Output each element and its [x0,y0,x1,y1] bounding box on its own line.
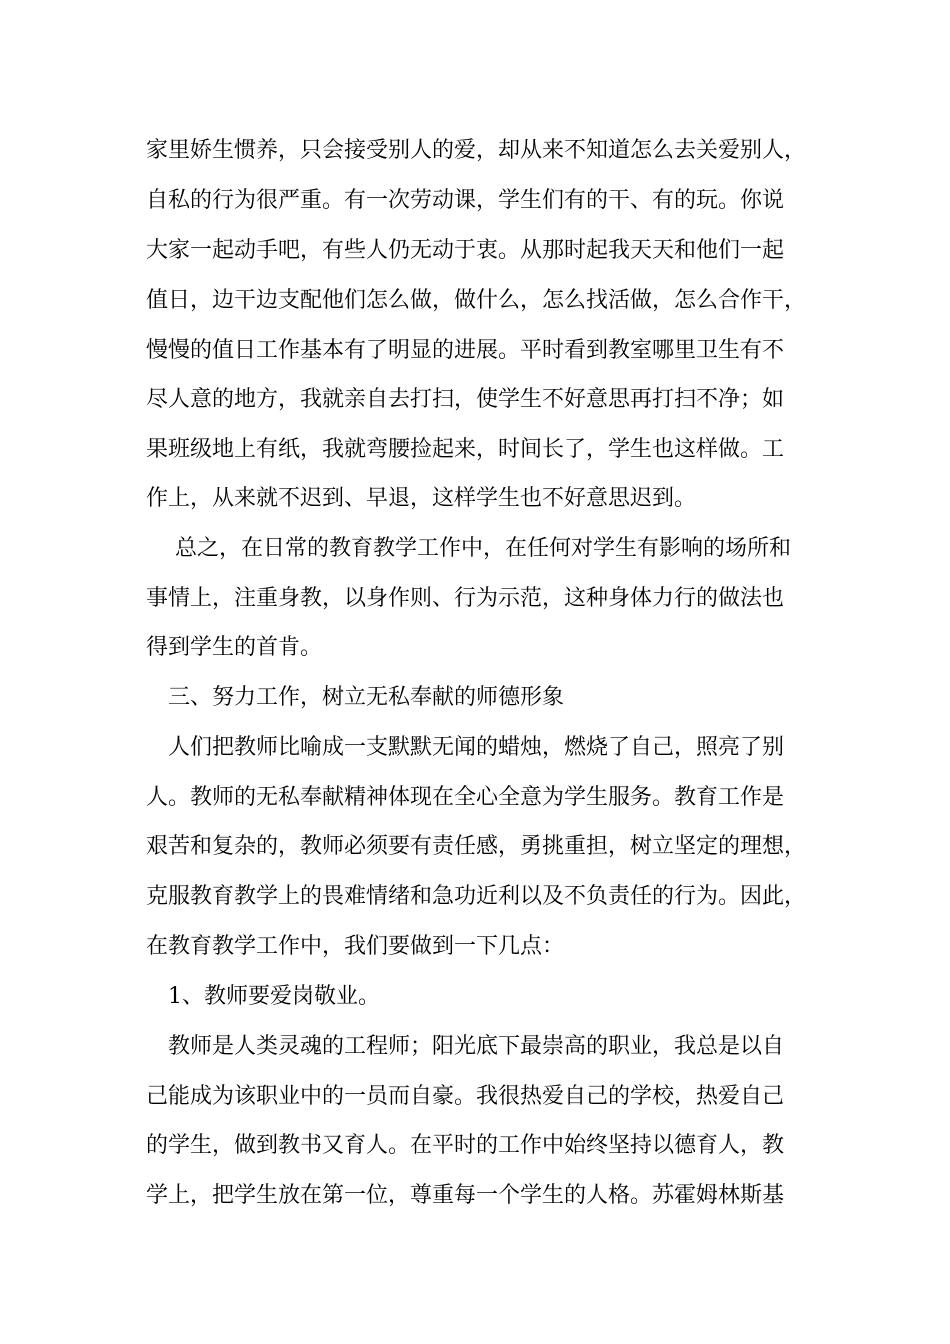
line-text: 作上，从来就不迟到、早退，这样学生也不好意思迟到。 [146,486,697,511]
text-line [0,1176,950,1216]
text-line [0,380,950,420]
line-text: 教师是人类灵魂的工程师；阳光底下最崇高的职业，我总是以自 [168,1034,785,1059]
text-line [0,430,950,470]
text-line [0,131,950,171]
text-line [0,1126,950,1166]
text-line [0,529,950,569]
subsection-heading [0,977,950,1017]
line-text: 事情上，注重身教，以身作则、行为示范，这种身体力行的做法也 [146,586,785,611]
line-text: 人们把教师比喻成一支默默无闻的蜡烛，燃烧了自己，照亮了别 [168,735,785,760]
text-line [0,579,950,619]
line-text: 慢慢的值日工作基本有了明显的进展。平时看到教室哪里卫生有不 [146,338,785,363]
line-text: 大家一起动手吧，有些人仍无动于衷。从那时起我天天和他们一起 [146,238,785,263]
heading-text: 三、努力工作，树立无私奉献的师德形象 [168,685,565,710]
line-text: 学上，把学生放在第一位，尊重每一个学生的人格。苏霍姆林斯基 [146,1183,785,1208]
line-text: 家里娇生惯养，只会接受别人的爱，却从来不知道怎么去关爱别人， [146,138,807,163]
line-text: 尽人意的地方，我就亲自去打扫，使学生不好意思再打扫不净；如 [146,387,785,412]
line-text: 克服教育教学上的畏难情绪和急功近利以及不负责任的行为。因此， [146,884,807,909]
text-line [0,1027,950,1067]
text-line [0,1077,950,1117]
line-text: 己能成为该职业中的一员而自豪。我很热爱自己的学校，热爱自己 [146,1084,785,1109]
text-line [0,778,950,818]
text-line [0,181,950,221]
heading-text: 1、教师要爱岗敬业。 [168,984,380,1009]
text-line [0,231,950,271]
line-text: 总之，在日常的教育教学工作中，在任何对学生有影响的场所和 [175,536,792,561]
text-line [0,331,950,371]
line-text: 在教育教学工作中，我们要做到一下几点： [146,934,565,959]
line-text: 人。教师的无私奉献精神体现在全心全意为学生服务。教育工作是 [146,785,785,810]
text-line [0,877,950,917]
line-text: 自私的行为很严重。有一次劳动课，学生们有的干、有的玩。你说 [146,188,785,213]
section-heading [0,678,950,718]
line-text: 果班级地上有纸，我就弯腰捡起来，时间长了，学生也这样做。工 [146,437,785,462]
text-line [0,479,950,519]
text-line [0,281,950,321]
line-text: 的学生，做到教书又育人。在平时的工作中始终坚持以德育人，教 [146,1133,785,1158]
line-text: 艰苦和复杂的，教师必须要有责任感，勇挑重担，树立坚定的理想， [146,834,807,859]
text-line [0,827,950,867]
text-line [0,927,950,967]
text-line [0,628,950,668]
line-text: 得到学生的首肯。 [146,635,323,660]
text-line [0,728,950,768]
line-text: 值日，边干边支配他们怎么做，做什么，怎么找活做，怎么合作干， [146,288,807,313]
